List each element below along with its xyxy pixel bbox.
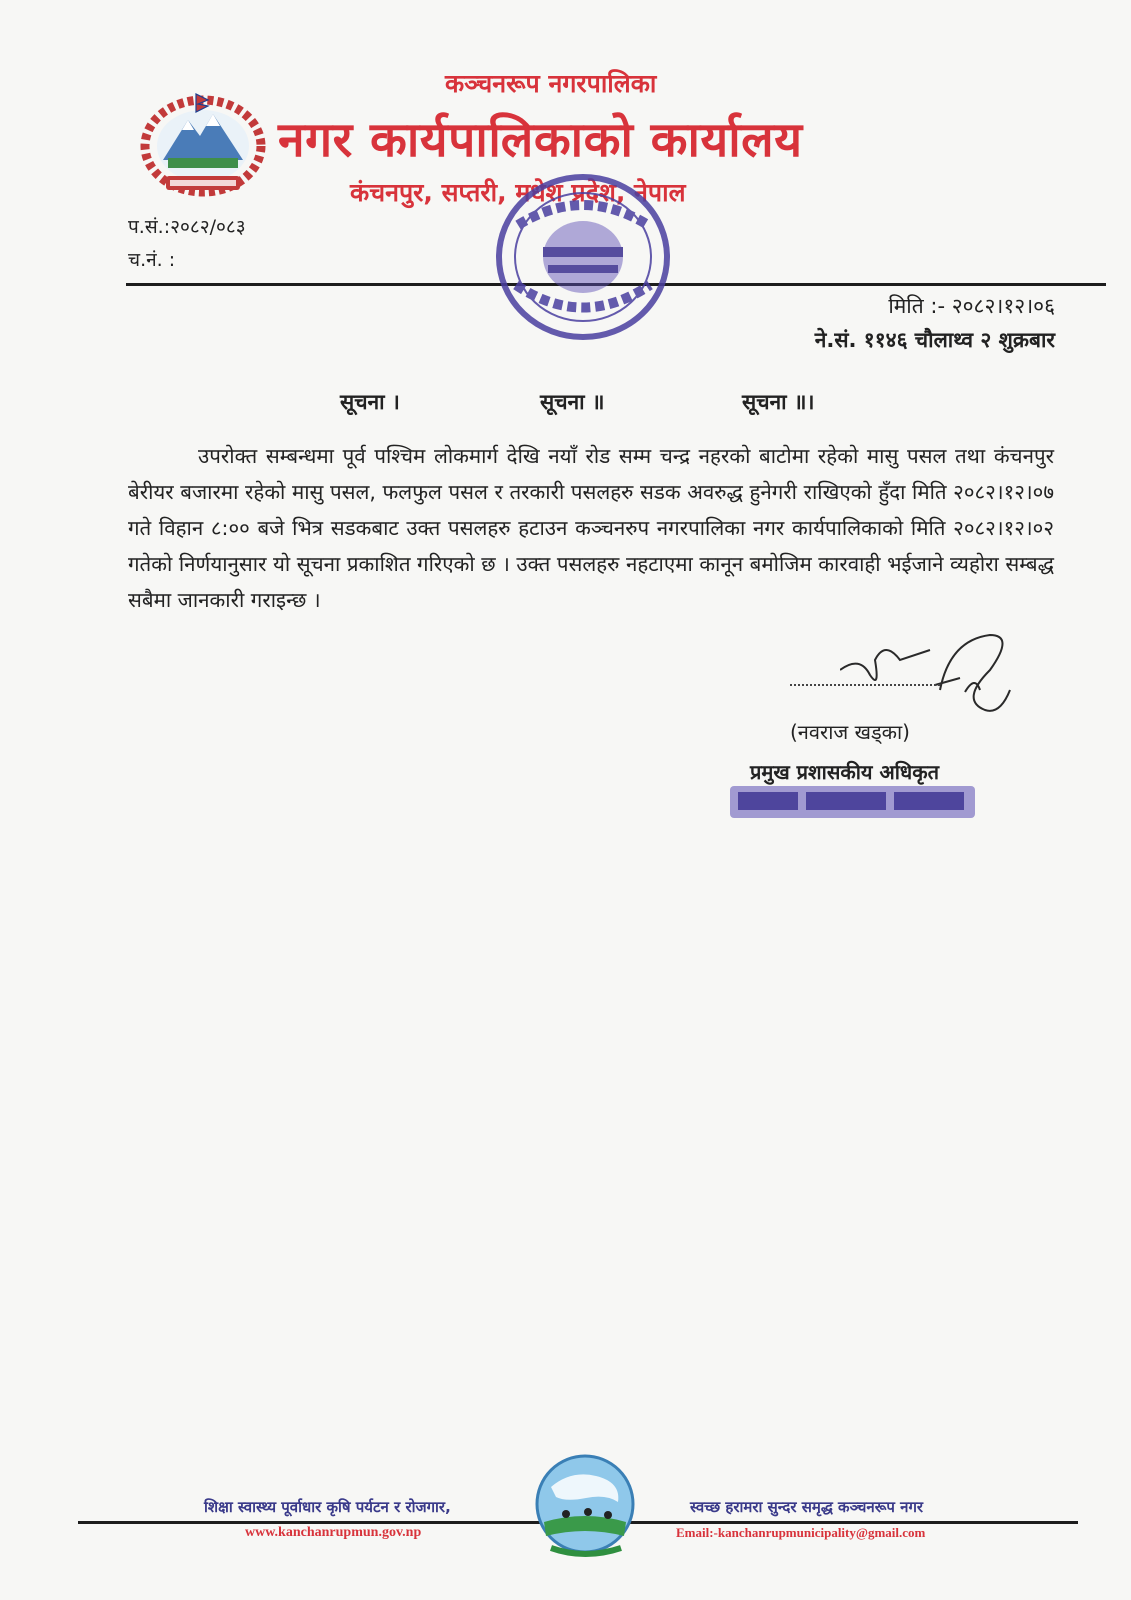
footer-slogan-left: शिक्षा स्वास्थ्य पूर्वाधार कृषि पर्यटन र रोजगार, bbox=[204, 1498, 451, 1516]
nepal-emblem-icon bbox=[138, 88, 268, 198]
office-stamp-icon bbox=[488, 165, 678, 343]
municipality-globe-logo-icon bbox=[526, 1452, 644, 1562]
notice-heading-3: सूचना ॥। bbox=[742, 390, 815, 414]
footer-website-link[interactable]: www.kanchanrupmun.gov.np bbox=[245, 1525, 422, 1540]
notice-heading-1: सूचना । bbox=[340, 390, 400, 414]
office-title: नगर कार्यपालिकाको कार्यालय bbox=[278, 112, 803, 168]
dispatch-number: च.नं. : bbox=[128, 249, 176, 271]
designation-seal-icon bbox=[730, 780, 975, 824]
signatory-title: प्रमुख प्रशासकीय अधिकृत bbox=[750, 760, 939, 784]
signatory-name: (नवराज खड्का) bbox=[790, 720, 910, 744]
date-bs: मिति :- २०८२।१२।०६ bbox=[888, 294, 1055, 318]
office-address: कंचनपुर, सप्तरी, मधेश प्रदेश, नेपाल bbox=[350, 178, 686, 207]
footer-slogan-right: स्वच्छ हरामरा सुन्दर समृद्ध कञ्चनरूप नगर bbox=[690, 1498, 924, 1516]
date-nepal-sambat: ने.सं. ११४६ चौलाथ्व २ शुक्रबार bbox=[814, 328, 1055, 352]
signature-icon bbox=[840, 630, 1020, 730]
footer-email-link[interactable]: Email:-kanchanrupmunicipality@gmail.com bbox=[676, 1525, 926, 1540]
signature-line bbox=[790, 684, 940, 686]
notice-body: उपरोक्त सम्बन्धमा पूर्व पश्चिम लोकमार्ग देखि नयाँ रोड सम्म चन्द्र नहरको बाटोमा रहेको मासु पसल तथा कंचनपुर बेरीयर बजारमा रहेको मासु पसल, फलफुल पसल र तरकारी पसलहरु सडक अवरुद्ध हुनेगरी राखिएको हुँदा मिति २०८२।१२।०७ गते विहान ८:०० बजे भित्र सडकबाट उक्त पसलहरु हटाउन कञ्चनरुप नगरपालिका नगर कार्यपालिकाको मिति २०८२।१२।०२ गतेको निर्णयानुसार यो सूचना प्रकाशित गरिएको छ । उक्त पसलहरु नहटाएमा कानून बमोजिम कारवाही भईजाने व्यहोरा सम्बद्ध सबैमा जानकारी गराइन्छ । bbox=[128, 444, 1054, 612]
notice-heading-2: सूचना ॥ bbox=[540, 390, 605, 414]
municipality-name: कञ्चनरूप नगरपालिका bbox=[445, 69, 657, 98]
reference-number: प.सं.:२०८२/०८३ bbox=[128, 216, 246, 238]
